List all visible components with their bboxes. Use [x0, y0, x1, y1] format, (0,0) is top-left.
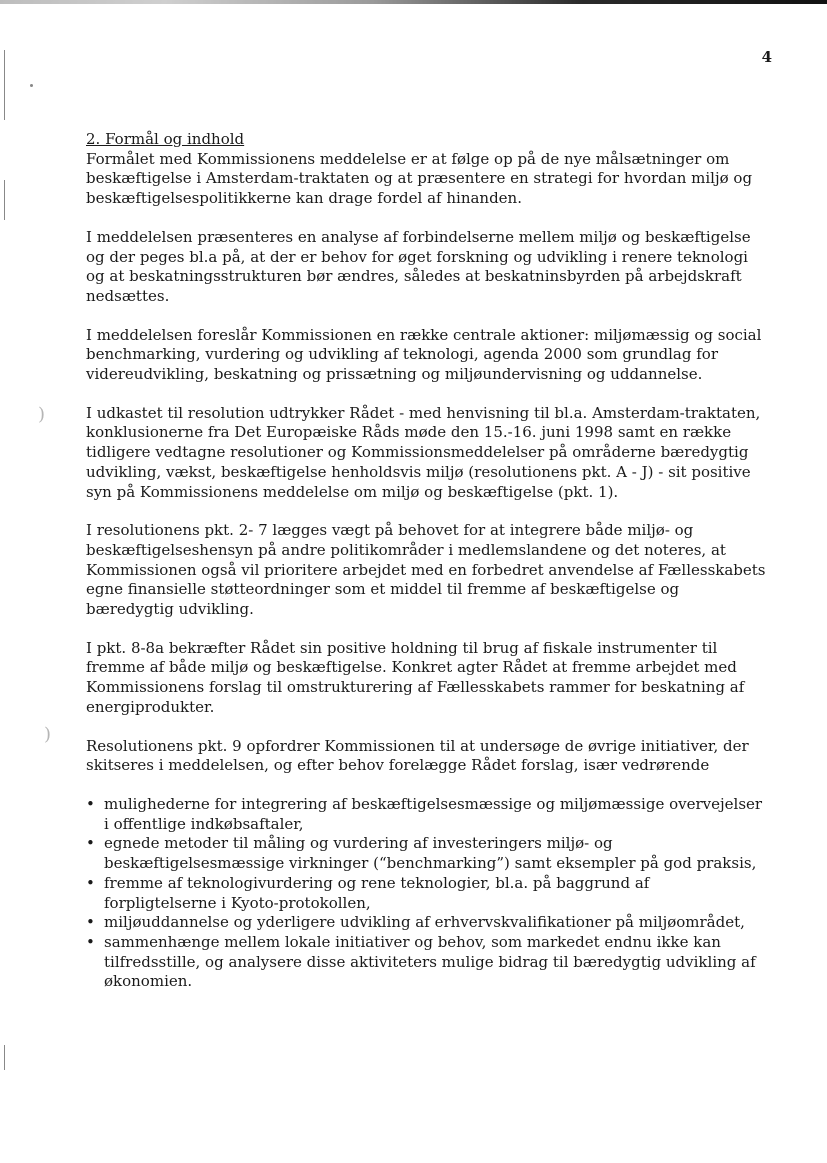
scan-edge: [0, 0, 827, 4]
paragraph: I pkt. 8-8a bekræfter Rådet sin positive holdning til brug af fiskale instrumenter til fremme af både miljø og beskæftigelse. Konkret agter Rådet at fremme arbejdet med Kommissionens forslag til omstrukturering af Fællesskabets rammer for beskatning af energiprodukter.: [86, 638, 745, 716]
scan-artifact: ): [38, 404, 46, 425]
list-item: • egnede metoder til måling og vurdering af investeringers miljø- og beskæftigelsesmæssige virkninger (“benchmarking”) samt eksempler på god praksis,: [86, 834, 766, 873]
scan-artifact: ): [44, 724, 52, 745]
paragraph: I resolutionens pkt. 2- 7 lægges vægt på behovet for at integrere både miljø- og beskæftigelseshensyn på andre politikområder i medlemslandene og det noteres, at Kommissionen også vil prioritere arbejdet med en forbedret anvendelse af Fællesskabets egne finansielle støtteordninger som et middel til fremme af beskæftigelse og bæredygtig udvikling.: [86, 521, 766, 619]
list-item: • fremme af teknologivurdering og rene teknologier, bl.a. på baggrund af forpligtelserne i Kyoto-protokollen,: [86, 874, 766, 913]
document-body: [86, 130, 766, 992]
list-item: • miljøuddannelse og yderligere udvikling af erhvervskvalifikationer på miljøområdet,: [86, 913, 766, 933]
paragraph: I meddelelsen foreslår Kommissionen en række centrale aktioner: miljømæssig og social benchmarking, vurdering og udvikling af teknologi, agenda 2000 som grundlag for videreudvikling, beskatning og prissætning og miljøundervisning og uddannelse.: [86, 325, 762, 384]
intro-paragraph: Formålet med Kommissionens meddelelse er at følge op på de nye målsætninger om beskæftigelse i Amsterdam-traktaten og at præsentere en strategi for hvordan miljø og beskæftigelsespolitikkerne kan drage fordel af hinanden.: [86, 149, 753, 208]
paragraph: I udkastet til resolution udtrykker Rådet - med henvisning til bl.a. Amsterdam-traktaten, konklusionerne fra Det Europæiske Råds møde den 15.-16. juni 1998 samt en række tidligere vedtagne resolutioner og Kommissionsmeddelelser på områderne bæredygtig udvikling, vækst, beskæftigelse henholdsvis miljø (resolutionens pkt. A - J) - sit positive syn på Kommissionens meddelelse om miljø og beskæftigelse (pkt. 1).: [86, 403, 761, 501]
bullet-list: [86, 795, 766, 992]
margin-mark: [4, 180, 5, 220]
list-item: • mulighederne for integrering af beskæftigelsesmæssige og miljømæssige overvejelser i offentlige indkøbsaftaler,: [86, 795, 766, 834]
page-number: 4: [761, 48, 772, 66]
margin-mark: [30, 84, 33, 87]
list-item: • sammenhænge mellem lokale initiativer og behov, som markedet endnu ikke kan tilfredsstille, og analysere disse aktiviteters mulige bidrag til bæredygtig udvikling af økonomien.: [86, 933, 766, 992]
margin-mark: [4, 1045, 5, 1070]
paragraph: I meddelelsen præsenteres en analyse af forbindelserne mellem miljø og beskæftigelse og der peges bl.a på, at der er behov for øget forskning og udvikling i renere teknologi og at beskatningsstrukturen bør ændres, således at beskatninsbyrden på arbejdskraft nedsættes.: [86, 227, 751, 305]
section-heading: 2. Formål og indhold: [86, 130, 245, 148]
paragraph: Resolutionens pkt. 9 opfordrer Kommissionen til at undersøge de øvrige initiativer, der skitseres i meddelelsen, og efter behov forelægge Rådet forslag, især vedrørende: [86, 736, 749, 775]
margin-mark: [4, 50, 5, 120]
